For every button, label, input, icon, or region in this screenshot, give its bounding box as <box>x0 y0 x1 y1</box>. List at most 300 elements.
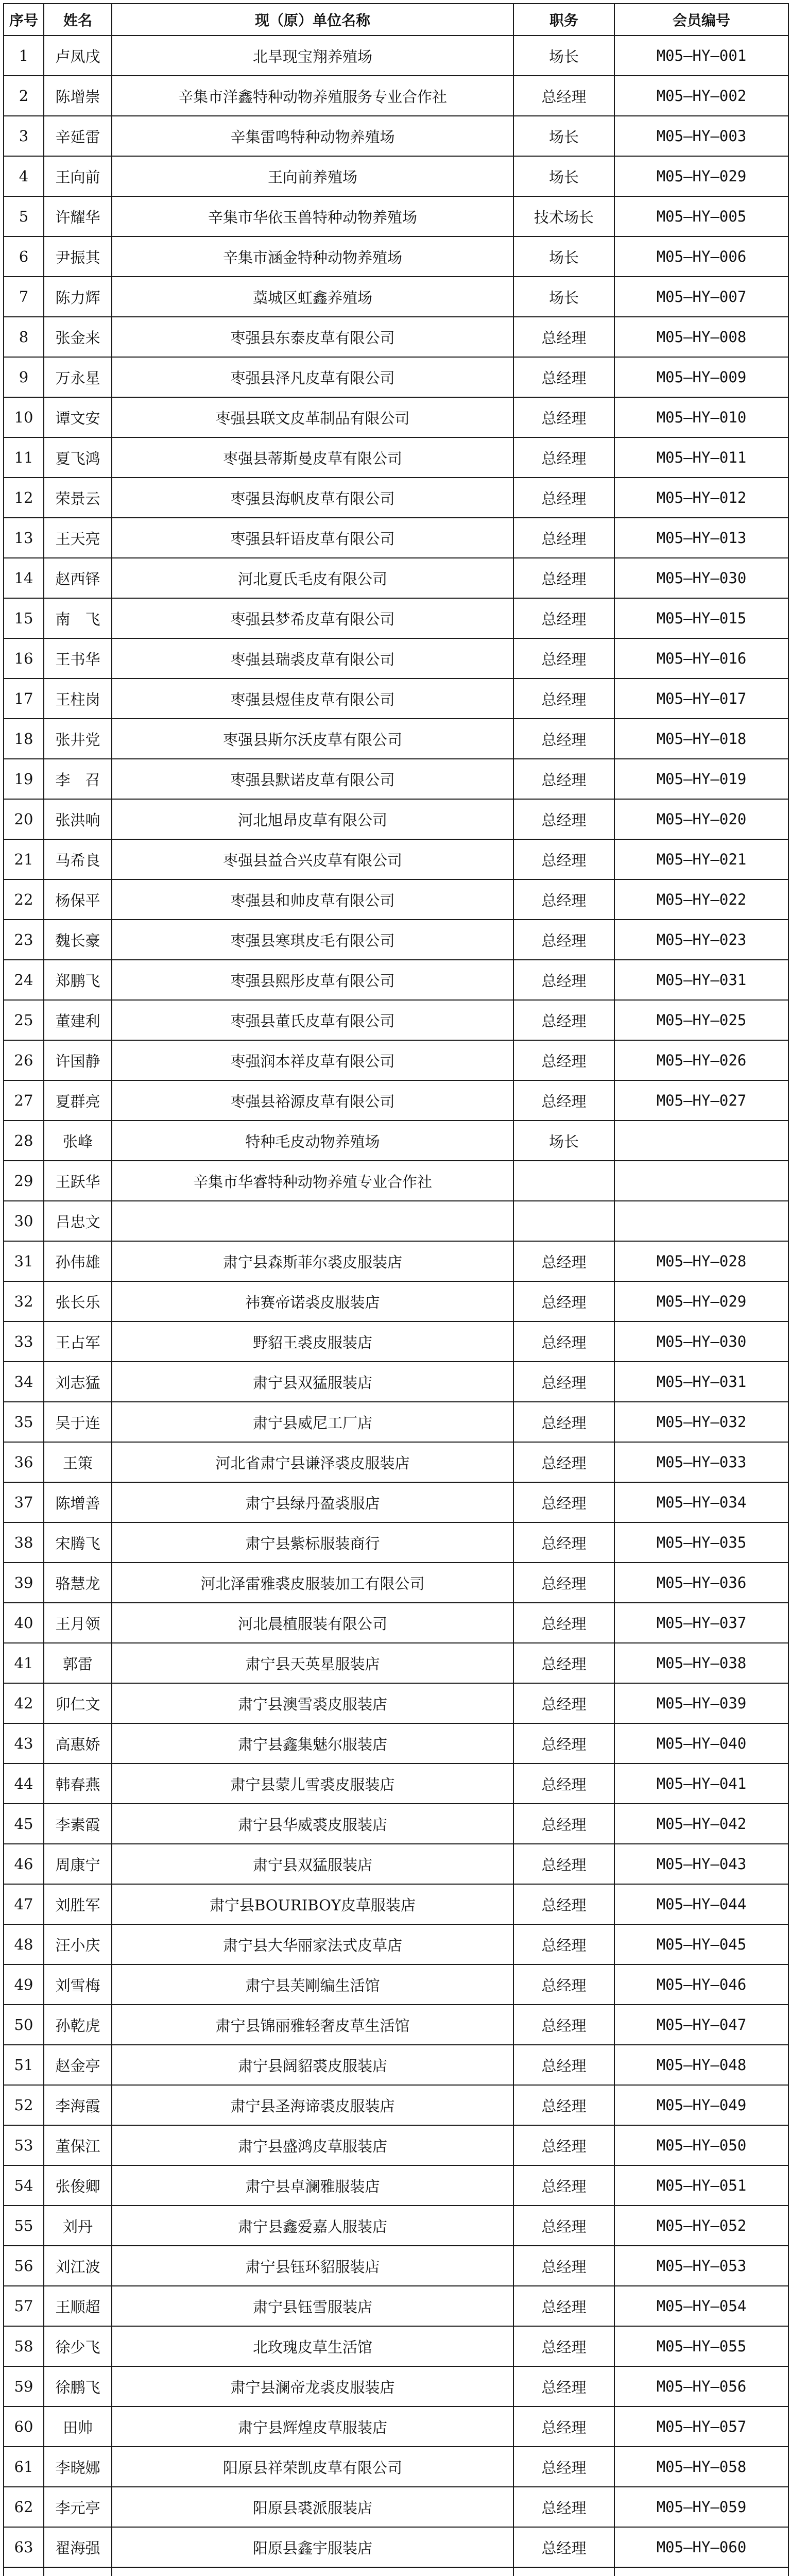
table-row <box>4 1844 788 1884</box>
cell-name: 张洪响 <box>44 799 112 839</box>
cell-no: 6 <box>4 236 44 277</box>
cell-duty: 场长 <box>513 36 614 76</box>
cell-duty: 总经理 <box>513 2206 614 2246</box>
cell-name: 许国静 <box>44 1040 112 1080</box>
cell-unit: 王向前养殖场 <box>112 156 513 196</box>
cell-name: 万永星 <box>44 357 112 397</box>
table-row <box>4 518 788 558</box>
cell-name: 王柱岗 <box>44 679 112 719</box>
cell-unit: 北玫瑰皮草生活馆 <box>112 2326 513 2366</box>
cell-unit: 枣强县蒂斯曼皮草有限公司 <box>112 437 513 478</box>
cell-name: 卯仁文 <box>44 1683 112 1723</box>
cell-code: M05—HY—040 <box>614 1723 788 1764</box>
cell-no: 14 <box>4 558 44 598</box>
cell-name: 翟海强 <box>44 2527 112 2567</box>
cell-duty: 总经理 <box>513 1362 614 1402</box>
cell-name: 李 召 <box>44 759 112 799</box>
cell-duty <box>513 1161 614 1201</box>
table-row <box>4 2045 788 2085</box>
cell-name: 夏飞鸿 <box>44 437 112 478</box>
cell-no: 35 <box>4 1402 44 1442</box>
cell-name: 谭文安 <box>44 397 112 437</box>
cell-name: 卢凤戌 <box>44 36 112 76</box>
cell-code: M05—HY—050 <box>614 2125 788 2165</box>
table-row <box>4 236 788 277</box>
cell-name: 李素霞 <box>44 1804 112 1844</box>
cell-unit: 河北夏氏毛皮有限公司 <box>112 558 513 598</box>
cell-no: 32 <box>4 1281 44 1321</box>
cell-name: 张长乐 <box>44 1281 112 1321</box>
cell-name: 董建利 <box>44 1000 112 1040</box>
table-row <box>4 719 788 759</box>
cell-duty: 总经理 <box>513 1964 614 2005</box>
cell-unit: 枣强县熙彤皮草有限公司 <box>112 960 513 1000</box>
cell-duty: 总经理 <box>513 2286 614 2326</box>
cell-no: 54 <box>4 2165 44 2206</box>
cell-no: 21 <box>4 839 44 879</box>
cell-no: 9 <box>4 357 44 397</box>
cell-unit: 阳原县祥荣凯皮草有限公司 <box>112 2447 513 2487</box>
table-row <box>4 1362 788 1402</box>
cell-no: 16 <box>4 638 44 679</box>
table-row <box>4 759 788 799</box>
cell-duty <box>513 2567 614 2576</box>
cell-code: M05—HY—022 <box>614 879 788 920</box>
cell-code: M05—HY—034 <box>614 1482 788 1522</box>
cell-name: 张俊卿 <box>44 2165 112 2206</box>
cell-no: 33 <box>4 1321 44 1362</box>
cell-duty: 总经理 <box>513 1563 614 1603</box>
cell-code: M05—HY—044 <box>614 1884 788 1924</box>
cell-code: M05—HY—031 <box>614 960 788 1000</box>
cell-duty: 总经理 <box>513 76 614 116</box>
cell-duty: 总经理 <box>513 1804 614 1844</box>
cell-no: 11 <box>4 437 44 478</box>
cell-code: M05—HY—056 <box>614 2366 788 2406</box>
table-row <box>4 638 788 679</box>
cell-code: M05—HY—025 <box>614 1000 788 1040</box>
cell-duty: 总经理 <box>513 2447 614 2487</box>
cell-code: M05—HY—032 <box>614 1402 788 1442</box>
cell-no <box>4 2567 44 2576</box>
cell-duty: 总经理 <box>513 317 614 357</box>
cell-duty: 总经理 <box>513 1241 614 1281</box>
cell-code: M05—HY—011 <box>614 437 788 478</box>
cell-name: 南 飞 <box>44 598 112 638</box>
cell-duty: 总经理 <box>513 799 614 839</box>
cell-no: 12 <box>4 478 44 518</box>
cell-code: M05—HY—060 <box>614 2527 788 2567</box>
cell-duty: 总经理 <box>513 2326 614 2366</box>
cell-unit: 肃宁县圣海谛裘皮服装店 <box>112 2085 513 2125</box>
cell-unit: 辛集市洋鑫特种动物养殖服务专业合作社 <box>112 76 513 116</box>
cell-duty: 总经理 <box>513 1321 614 1362</box>
cell-no: 51 <box>4 2045 44 2085</box>
table-row <box>4 879 788 920</box>
cell-unit: 北旱现宝翔养殖场 <box>112 36 513 76</box>
cell-unit: 肃宁县盛鸿皮草服装店 <box>112 2125 513 2165</box>
cell-unit: 枣强县海帆皮草有限公司 <box>112 478 513 518</box>
cell-name: 张井党 <box>44 719 112 759</box>
cell-unit: 枣强县默诺皮草有限公司 <box>112 759 513 799</box>
table-row <box>4 2326 788 2366</box>
cell-unit: 枣强县联文皮革制品有限公司 <box>112 397 513 437</box>
table-row <box>4 2447 788 2487</box>
header-duty: 职务 <box>513 4 614 36</box>
cell-name: 李元亭 <box>44 2487 112 2527</box>
table-row <box>4 1924 788 1964</box>
table-row <box>4 2487 788 2527</box>
cell-name <box>44 2567 112 2576</box>
cell-name: 陈增崇 <box>44 76 112 116</box>
cell-code: M05—HY—018 <box>614 719 788 759</box>
cell-unit: 辛集市涵金特种动物养殖场 <box>112 236 513 277</box>
cell-duty: 总经理 <box>513 397 614 437</box>
cell-code <box>614 1161 788 1201</box>
table-row <box>4 478 788 518</box>
cell-unit: 枣强县董氏皮草有限公司 <box>112 1000 513 1040</box>
cell-unit: 肃宁县大华丽家法式皮草店 <box>112 1924 513 1964</box>
cell-code: M05—HY—033 <box>614 1442 788 1482</box>
cell-unit: 肃宁县华威裘皮服装店 <box>112 1804 513 1844</box>
cell-duty: 总经理 <box>513 1080 614 1121</box>
cell-no: 34 <box>4 1362 44 1402</box>
cell-duty: 总经理 <box>513 1000 614 1040</box>
cell-code: M05—HY—029 <box>614 1281 788 1321</box>
cell-duty: 总经理 <box>513 2527 614 2567</box>
table-row <box>4 156 788 196</box>
cell-no: 57 <box>4 2286 44 2326</box>
cell-unit: 枣强县寒琪皮毛有限公司 <box>112 920 513 960</box>
table-row <box>4 116 788 156</box>
table-row <box>4 1804 788 1844</box>
member-table <box>3 3 789 2576</box>
cell-duty: 总经理 <box>513 879 614 920</box>
cell-duty: 总经理 <box>513 558 614 598</box>
cell-unit <box>112 1201 513 1241</box>
cell-code: M05—HY—003 <box>614 116 788 156</box>
cell-no: 48 <box>4 1924 44 1964</box>
cell-no: 24 <box>4 960 44 1000</box>
cell-code <box>614 2567 788 2576</box>
cell-name: 王跃华 <box>44 1161 112 1201</box>
table-row <box>4 196 788 236</box>
cell-no: 45 <box>4 1804 44 1844</box>
cell-duty: 总经理 <box>513 1643 614 1683</box>
table-row <box>4 598 788 638</box>
cell-name: 杨保平 <box>44 879 112 920</box>
table-row <box>4 1683 788 1723</box>
cell-unit: 辛集市华睿特种动物养殖专业合作社 <box>112 1161 513 1201</box>
cell-unit: 肃宁县阔貂裘皮服装店 <box>112 2045 513 2085</box>
cell-no: 36 <box>4 1442 44 1482</box>
cell-unit: 辛集雷鸣特种动物养殖场 <box>112 116 513 156</box>
cell-duty: 总经理 <box>513 1683 614 1723</box>
cell-code: M05—HY—053 <box>614 2246 788 2286</box>
cell-name: 王顺超 <box>44 2286 112 2326</box>
cell-code: M05—HY—016 <box>614 638 788 679</box>
table-row <box>4 1321 788 1362</box>
cell-code: M05—HY—020 <box>614 799 788 839</box>
table-row <box>4 1080 788 1121</box>
table-row <box>4 1723 788 1764</box>
cell-duty: 总经理 <box>513 638 614 679</box>
cell-no: 28 <box>4 1121 44 1161</box>
cell-unit: 肃宁县BOURIBOY皮草服装店 <box>112 1884 513 1924</box>
cell-duty: 总经理 <box>513 719 614 759</box>
cell-no: 2 <box>4 76 44 116</box>
table-row <box>4 558 788 598</box>
cell-unit: 枣强县瑞裘皮草有限公司 <box>112 638 513 679</box>
cell-duty: 总经理 <box>513 478 614 518</box>
cell-name: 王向前 <box>44 156 112 196</box>
cell-code: M05—HY—043 <box>614 1844 788 1884</box>
cell-code: M05—HY—055 <box>614 2326 788 2366</box>
table-row <box>4 799 788 839</box>
header-name: 姓名 <box>44 4 112 36</box>
cell-unit: 肃宁县双猛服装店 <box>112 1362 513 1402</box>
cell-name: 陈力辉 <box>44 277 112 317</box>
cell-code: M05—HY—046 <box>614 1964 788 2005</box>
table-row <box>4 839 788 879</box>
cell-name: 孙伟雄 <box>44 1241 112 1281</box>
cell-unit: 肃宁县天英星服装店 <box>112 1643 513 1683</box>
cell-no: 61 <box>4 2447 44 2487</box>
cell-no: 63 <box>4 2527 44 2567</box>
cell-no: 15 <box>4 598 44 638</box>
cell-duty: 总经理 <box>513 2487 614 2527</box>
cell-name: 郭雷 <box>44 1643 112 1683</box>
cell-unit: 肃宁县卓澜雅服装店 <box>112 2165 513 2206</box>
cell-duty: 总经理 <box>513 1723 614 1764</box>
cell-unit: 枣强县煜佳皮草有限公司 <box>112 679 513 719</box>
cell-unit: 枣强县裕源皮草有限公司 <box>112 1080 513 1121</box>
table-row <box>4 1281 788 1321</box>
cell-no: 5 <box>4 196 44 236</box>
cell-no: 38 <box>4 1522 44 1563</box>
cell-name: 张峰 <box>44 1121 112 1161</box>
cell-code: M05—HY—045 <box>614 1924 788 1964</box>
cell-duty: 总经理 <box>513 920 614 960</box>
cell-name: 陈增善 <box>44 1482 112 1522</box>
cell-code: M05—HY—021 <box>614 839 788 879</box>
cell-unit: 枣强县益合兴皮草有限公司 <box>112 839 513 879</box>
cell-unit: 枣强县东泰皮草有限公司 <box>112 317 513 357</box>
cell-name: 刘丹 <box>44 2206 112 2246</box>
table-row <box>4 277 788 317</box>
cell-unit: 藁城区虹鑫养殖场 <box>112 277 513 317</box>
cell-code: M05—HY—041 <box>614 1764 788 1804</box>
cell-unit: 肃宁县芙剛编生活馆 <box>112 1964 513 2005</box>
cell-name: 孙乾虎 <box>44 2005 112 2045</box>
cell-duty: 总经理 <box>513 1884 614 1924</box>
cell-no: 10 <box>4 397 44 437</box>
cell-unit: 肃宁县鑫爱嘉人服装店 <box>112 2206 513 2246</box>
table-row <box>4 2165 788 2206</box>
cell-name: 吕忠文 <box>44 1201 112 1241</box>
cell-no: 47 <box>4 1884 44 1924</box>
cell-duty: 总经理 <box>513 1281 614 1321</box>
cell-duty: 场长 <box>513 277 614 317</box>
cell-name: 田帅 <box>44 2406 112 2447</box>
cell-no: 56 <box>4 2246 44 2286</box>
cell-unit: 特种毛皮动物养殖场 <box>112 1121 513 1161</box>
table-header-row <box>4 4 788 36</box>
cell-unit: 祎赛帝诺裘皮服装店 <box>112 1281 513 1321</box>
cell-duty: 总经理 <box>513 357 614 397</box>
cell-unit: 野貂王裘皮服装店 <box>112 1321 513 1362</box>
cell-unit: 阳原县裘派服装店 <box>112 2487 513 2527</box>
cell-no: 1 <box>4 36 44 76</box>
cell-code: M05—HY—029 <box>614 156 788 196</box>
cell-duty: 总经理 <box>513 1844 614 1884</box>
cell-no: 59 <box>4 2366 44 2406</box>
table-row <box>4 1121 788 1161</box>
cell-duty: 总经理 <box>513 2165 614 2206</box>
cell-code: M05—HY—008 <box>614 317 788 357</box>
cell-duty: 总经理 <box>513 2005 614 2045</box>
cell-duty: 总经理 <box>513 1482 614 1522</box>
cell-code: M05—HY—049 <box>614 2085 788 2125</box>
table-row <box>4 357 788 397</box>
cell-no: 22 <box>4 879 44 920</box>
table-row <box>4 1522 788 1563</box>
cell-code: M05—HY—058 <box>614 2447 788 2487</box>
cell-code: M05—HY—035 <box>614 1522 788 1563</box>
cell-no: 60 <box>4 2406 44 2447</box>
cell-no: 53 <box>4 2125 44 2165</box>
table-row <box>4 1603 788 1643</box>
cell-duty: 总经理 <box>513 960 614 1000</box>
cell-unit: 肃宁县蒙儿雪裘皮服装店 <box>112 1764 513 1804</box>
table-row <box>4 920 788 960</box>
cell-code: M05—HY—054 <box>614 2286 788 2326</box>
table-row <box>4 397 788 437</box>
cell-no: 8 <box>4 317 44 357</box>
cell-unit: 枣强县轩语皮草有限公司 <box>112 518 513 558</box>
cell-code: M05—HY—028 <box>614 1241 788 1281</box>
cell-no: 39 <box>4 1563 44 1603</box>
table-row <box>4 2567 788 2576</box>
cell-name: 许耀华 <box>44 196 112 236</box>
table-row <box>4 1482 788 1522</box>
cell-duty: 总经理 <box>513 1522 614 1563</box>
cell-code <box>614 1121 788 1161</box>
cell-no: 49 <box>4 1964 44 2005</box>
cell-code: M05—HY—031 <box>614 1362 788 1402</box>
cell-name: 李晓娜 <box>44 2447 112 2487</box>
table-row <box>4 2005 788 2045</box>
cell-unit: 肃宁县锦丽雅轻奢皮草生活馆 <box>112 2005 513 2045</box>
cell-no: 40 <box>4 1603 44 1643</box>
cell-duty: 总经理 <box>513 1764 614 1804</box>
cell-code: M05—HY—009 <box>614 357 788 397</box>
cell-unit: 辛集市华依玉兽特种动物养殖场 <box>112 196 513 236</box>
cell-name: 徐鹏飞 <box>44 2366 112 2406</box>
cell-no: 7 <box>4 277 44 317</box>
cell-no: 20 <box>4 799 44 839</box>
cell-no: 55 <box>4 2206 44 2246</box>
cell-duty: 总经理 <box>513 437 614 478</box>
cell-name: 辛延雷 <box>44 116 112 156</box>
cell-code: M05—HY—019 <box>614 759 788 799</box>
cell-no: 25 <box>4 1000 44 1040</box>
cell-unit: 肃宁县澳雪裘皮服装店 <box>112 1683 513 1723</box>
cell-name: 骆慧龙 <box>44 1563 112 1603</box>
cell-name: 刘江波 <box>44 2246 112 2286</box>
cell-code: M05—HY—001 <box>614 36 788 76</box>
cell-duty: 总经理 <box>513 2045 614 2085</box>
cell-duty: 总经理 <box>513 1442 614 1482</box>
cell-unit: 枣强润本祥皮草有限公司 <box>112 1040 513 1080</box>
table-row <box>4 2406 788 2447</box>
cell-unit <box>112 2567 513 2576</box>
table-row <box>4 1884 788 1924</box>
cell-no: 26 <box>4 1040 44 1080</box>
table-row <box>4 317 788 357</box>
cell-duty: 总经理 <box>513 2366 614 2406</box>
cell-duty: 场长 <box>513 116 614 156</box>
cell-duty <box>513 1201 614 1241</box>
cell-name: 马希良 <box>44 839 112 879</box>
cell-code: M05—HY—042 <box>614 1804 788 1844</box>
cell-no: 27 <box>4 1080 44 1121</box>
table-row <box>4 36 788 76</box>
cell-duty: 总经理 <box>513 2085 614 2125</box>
cell-name: 郑鹏飞 <box>44 960 112 1000</box>
cell-code: M05—HY—027 <box>614 1080 788 1121</box>
cell-name: 徐少飞 <box>44 2326 112 2366</box>
cell-name: 董保江 <box>44 2125 112 2165</box>
cell-unit: 肃宁县钰环貂服装店 <box>112 2246 513 2286</box>
cell-duty: 总经理 <box>513 1402 614 1442</box>
cell-unit: 肃宁县辉煌皮草服装店 <box>112 2406 513 2447</box>
cell-name: 刘志猛 <box>44 1362 112 1402</box>
cell-name: 韩春燕 <box>44 1764 112 1804</box>
cell-name: 高惠娇 <box>44 1723 112 1764</box>
cell-code: M05—HY—038 <box>614 1643 788 1683</box>
cell-name: 魏长豪 <box>44 920 112 960</box>
table-row <box>4 2206 788 2246</box>
cell-code: M05—HY—036 <box>614 1563 788 1603</box>
cell-duty: 场长 <box>513 156 614 196</box>
cell-duty: 场长 <box>513 236 614 277</box>
cell-unit: 肃宁县森斯菲尔裘皮服装店 <box>112 1241 513 1281</box>
table-row <box>4 1000 788 1040</box>
cell-no: 23 <box>4 920 44 960</box>
table-row <box>4 1201 788 1241</box>
table-row <box>4 1040 788 1080</box>
cell-no: 13 <box>4 518 44 558</box>
cell-no: 30 <box>4 1201 44 1241</box>
cell-code: M05—HY—047 <box>614 2005 788 2045</box>
cell-code: M05—HY—030 <box>614 1321 788 1362</box>
cell-duty: 总经理 <box>513 2125 614 2165</box>
cell-unit: 肃宁县威尼工厂店 <box>112 1402 513 1442</box>
header-no: 序号 <box>4 4 44 36</box>
table-row <box>4 2246 788 2286</box>
cell-duty: 总经理 <box>513 1924 614 1964</box>
cell-no: 17 <box>4 679 44 719</box>
cell-code: M05—HY—023 <box>614 920 788 960</box>
cell-unit: 枣强县斯尔沃皮草有限公司 <box>112 719 513 759</box>
cell-no: 42 <box>4 1683 44 1723</box>
cell-no: 43 <box>4 1723 44 1764</box>
cell-no: 18 <box>4 719 44 759</box>
cell-duty: 总经理 <box>513 839 614 879</box>
table-row <box>4 1563 788 1603</box>
cell-name: 王书华 <box>44 638 112 679</box>
